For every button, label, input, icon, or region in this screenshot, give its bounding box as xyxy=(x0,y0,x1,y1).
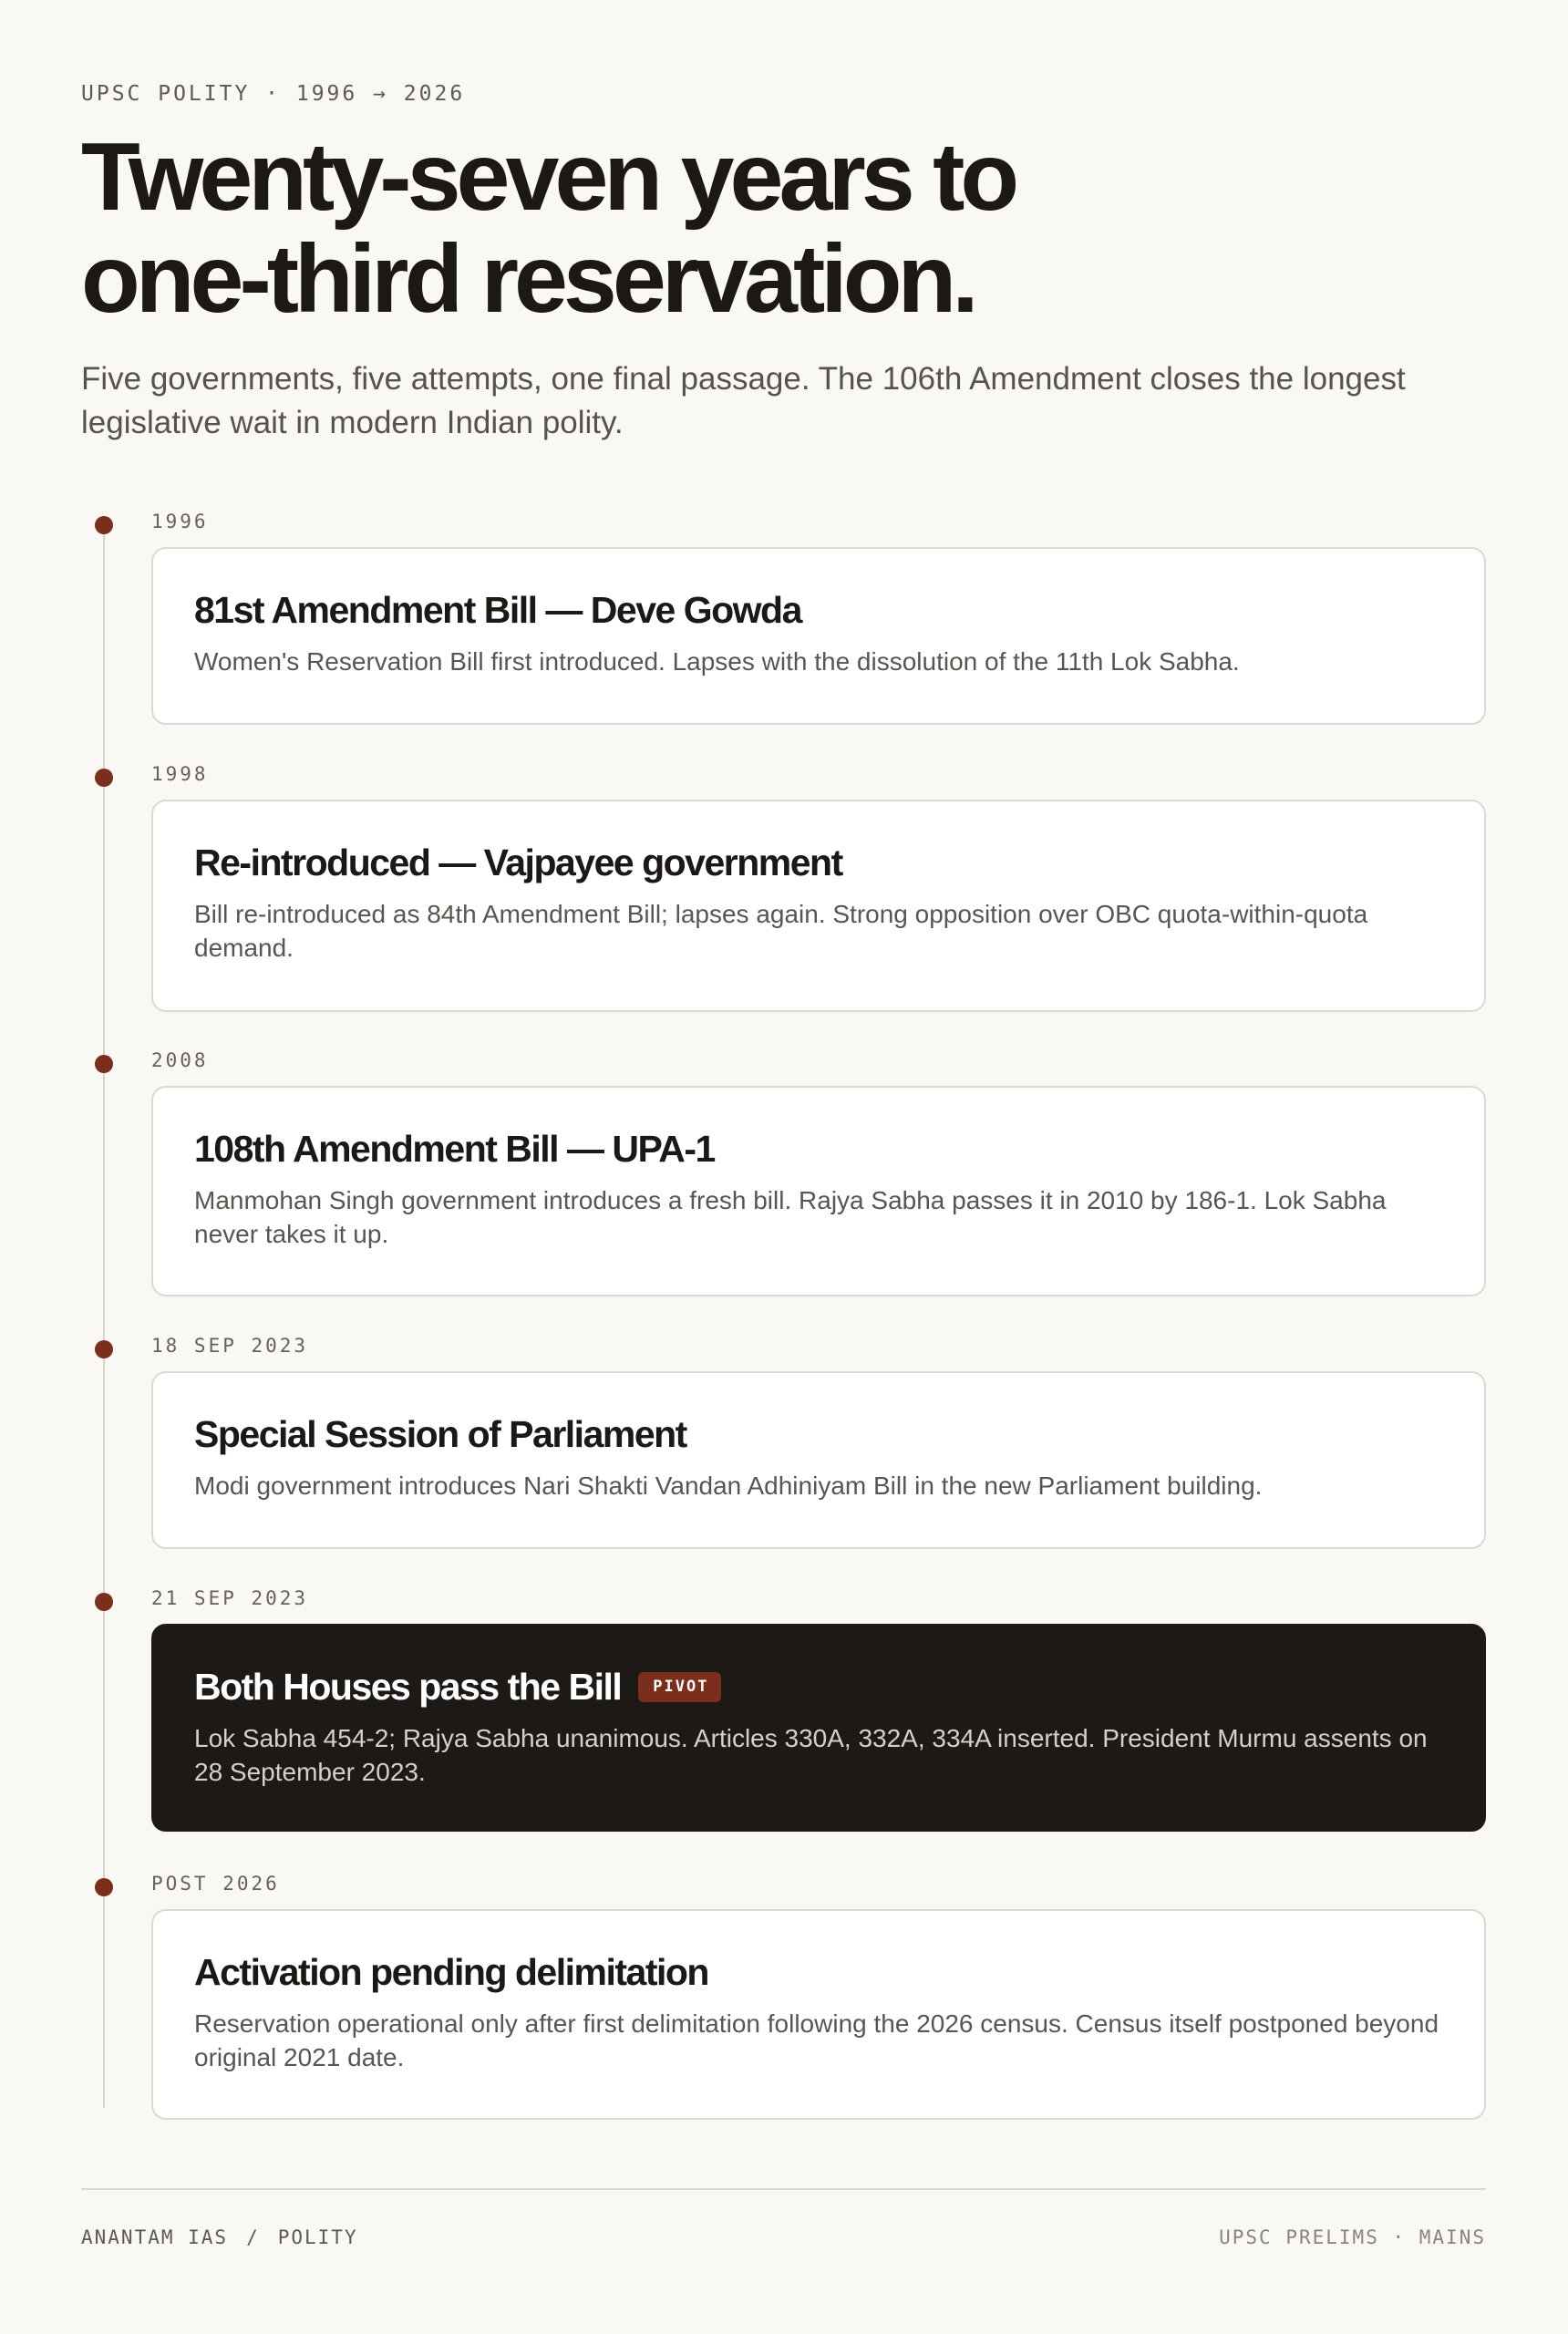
event-card xyxy=(151,1371,1486,1549)
event-description: Modi government introduces Nari Shakti Vandan Adhiniyam Bill in the new Parliament building. xyxy=(194,1472,1263,1500)
event-description: Reservation operational only after first delimitation following the 2026 census. Census itself postponed beyond original 2021 date. xyxy=(194,2009,1439,2071)
kicker: UPSC POLITY · 1996 → 2026 xyxy=(81,82,466,106)
event-title: 81st Amendment Bill — Deve Gowda xyxy=(194,588,801,631)
event-card xyxy=(151,547,1486,725)
pivot-badge: PIVOT xyxy=(638,1672,721,1702)
timeline-dot xyxy=(95,1055,113,1073)
footer-separator: / xyxy=(246,2226,260,2248)
event-title-row xyxy=(194,1664,1443,1709)
event-description: Bill re-introduced as 84th Amendment Bill; lapses again. Strong opposition over OBC quota-within-quota demand. xyxy=(194,900,1368,962)
timeline-dot xyxy=(95,516,113,534)
timeline-dot xyxy=(95,769,113,787)
title-line-1: Twenty-seven years to xyxy=(81,123,1016,231)
subtitle: Five governments, five attempts, one final passage. The 106th Amendment closes the longest legislative wait in modern Indian polity. xyxy=(81,361,1406,440)
footer-brand: ANANTAM IAS xyxy=(81,2226,229,2248)
document-page xyxy=(81,0,1486,2334)
event-description: Manmohan Singh government introduces a fresh bill. Rajya Sabha passes it in 2010 by 186-1. Lok Sabha never takes it up. xyxy=(194,1186,1387,1248)
event-card xyxy=(151,1909,1486,2120)
footer-breadcrumb xyxy=(81,2226,358,2248)
event-card xyxy=(151,800,1486,1012)
footer-divider xyxy=(81,2188,1486,2190)
event-card xyxy=(151,1086,1486,1296)
page-title xyxy=(81,123,1449,333)
event-title: Activation pending delimitation xyxy=(194,1950,708,1993)
event-title: Special Session of Parliament xyxy=(194,1412,686,1455)
timeline-dot xyxy=(95,1878,113,1896)
event-date: 1998 xyxy=(151,763,209,785)
timeline-dot xyxy=(95,1340,113,1358)
event-date: POST 2026 xyxy=(151,1873,280,1895)
event-title: 108th Amendment Bill — UPA-1 xyxy=(194,1127,715,1170)
event-date: 1996 xyxy=(151,511,209,532)
event-date: 18 SEP 2023 xyxy=(151,1335,309,1357)
timeline xyxy=(81,511,1486,2115)
timeline-rail xyxy=(103,525,105,2108)
event-title: Both Houses pass the Bill xyxy=(194,1665,622,1708)
title-line-2: one-third reservation. xyxy=(81,225,975,333)
event-date: 2008 xyxy=(151,1049,209,1071)
footer-section: POLITY xyxy=(277,2226,358,2248)
event-date: 21 SEP 2023 xyxy=(151,1587,309,1609)
event-description: Women's Reservation Bill first introduced. Lapses with the dissolution of the 11th Lok Sabha. xyxy=(194,647,1240,676)
timeline-dot xyxy=(95,1593,113,1611)
footer-exam-tag: UPSC PRELIMS · MAINS xyxy=(1219,2226,1486,2248)
event-title: Re-introduced — Vajpayee government xyxy=(194,841,842,883)
event-card-highlighted xyxy=(151,1624,1486,1832)
event-description: Lok Sabha 454-2; Rajya Sabha unanimous. Articles 330A, 332A, 334A inserted. President Murmu assents on 28 September 2023. xyxy=(194,1724,1428,1786)
